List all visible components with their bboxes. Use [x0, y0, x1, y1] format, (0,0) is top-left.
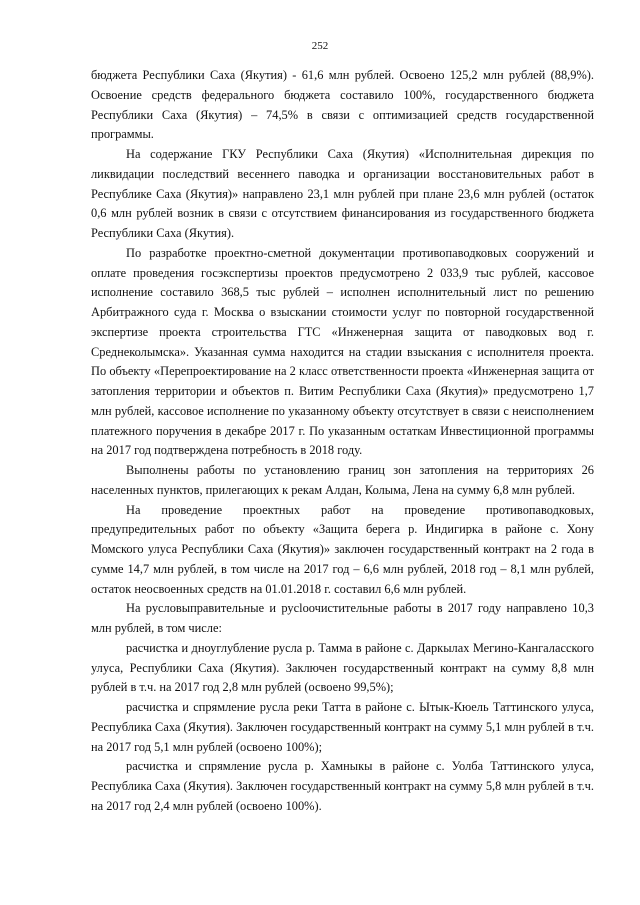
- document-body: [91, 66, 594, 817]
- paragraph-design-documentation: По разработке проектно-сметной документации противопаводковых сооружений и оплате проведения госэкспертизы проектов предусмотрено 2 033,9 тыс рублей, кассовое исполнение составило 368,5 тыс рублей – исполнен исполнительный лист по решению Арбитражного суда г. Москва о взыскании стоимости услуг по повторной государственной экспертизе проекта строительства ГТС «Инженерная защита от паводковых вод г. Среднеколымска». Указанная сумма находится на стадии взыскания с исполнителя проекта. По объекту «Перепроектирование на 2 класс ответственности проекта «Инженерная защита от затопления территории и объектов п. Витим Республики Саха (Якутия)» предусмотрено 1,7 млн рублей, кассовое исполнение по указанному объекту отсутствует в связи с неисполнением платежного поручения в декабре 2017 г. По указанным остаткам Инвестиционной программы на 2017 год подтверждена потребность в 2018 году.: [91, 245, 594, 458]
- paragraph-khamnyky-river: расчистка и спрямление русла р. Хамныкы в районе с. Уолба Таттинского улуса, Республика Саха (Якутия). Заключен государственный контракт на сумму 5,8 млн рублей в т.ч. на 2017 год 2,4 млн рублей (освоено 100%).: [91, 759, 594, 813]
- paragraph-budget-continuation: бюджета Республики Саха (Якутия) - 61,6 млн рублей. Освоено 125,2 млн рублей (88,9%). Освоение средств федерального бюджета составило 100%, государственного бюджета Республики Саха (Якутия) – 74,5% в связи с оптимизацией средств государственной программы.: [91, 68, 594, 142]
- paragraph-tatta-river: расчистка и спрямление русла реки Татта в районе с. Ытык-Кюель Таттинского улуса, Республика Саха (Якутия). Заключен государственный контракт на сумму 5,1 млн рублей в т.ч. на 2017 год 5,1 млн рублей (освоено 100%);: [91, 700, 594, 754]
- page-number: 252: [311, 40, 329, 52]
- paragraph-tamma-river: расчистка и дноуглубление русла р. Тамма в районе с. Даркылах Мегино-Кангаласского улуса, Республики Саха (Якутия). Заключен государственный контракт на сумму 8,8 млн рублей в т.ч. на 2017 год 2,8 млн рублей (освоено 99,5%);: [91, 640, 594, 695]
- paragraph-channel-works: На русловыправительные и русloочистительные работы в 2017 году направлено 10,3 млн рублей, в том числе:: [91, 601, 594, 635]
- paragraph-directorate-maintenance: На содержание ГКУ Республики Саха (Якутия) «Исполнительная дирекция по ликвидации последствий весеннего паводка и организации восстановительных работ в Республике Саха (Якутия)» направлено 23,1 млн рублей при плане 23,6 млн рублей (остаток 0,6 млн рублей возник в связи с отсутствием финансирования из государственного бюджета Республики Саха (Якутия).: [91, 147, 594, 240]
- paragraph-indigirka-protection: На проведение проектных работ на проведение противопаводковых, предупредительных работ по объекту «Защита берега р. Индигирка в районе с. Хону Момского улуса Республики Саха (Якутия)» заключен государственный контракт на 2 года в сумме 14,7 млн рублей, в том числе на 2017 год – 6,6 млн рублей, 2018 год – 8,1 млн рублей, остаток неосвоенных средств на 01.01.2018 г. составил 6,6 млн рублей.: [91, 502, 594, 596]
- paragraph-flood-zone-boundaries: Выполнены работы по установлению границ зон затопления на территориях 26 населенных пунктов, прилегающих к рекам Алдан, Колыма, Лена на сумму 6,8 млн рублей.: [91, 463, 594, 497]
